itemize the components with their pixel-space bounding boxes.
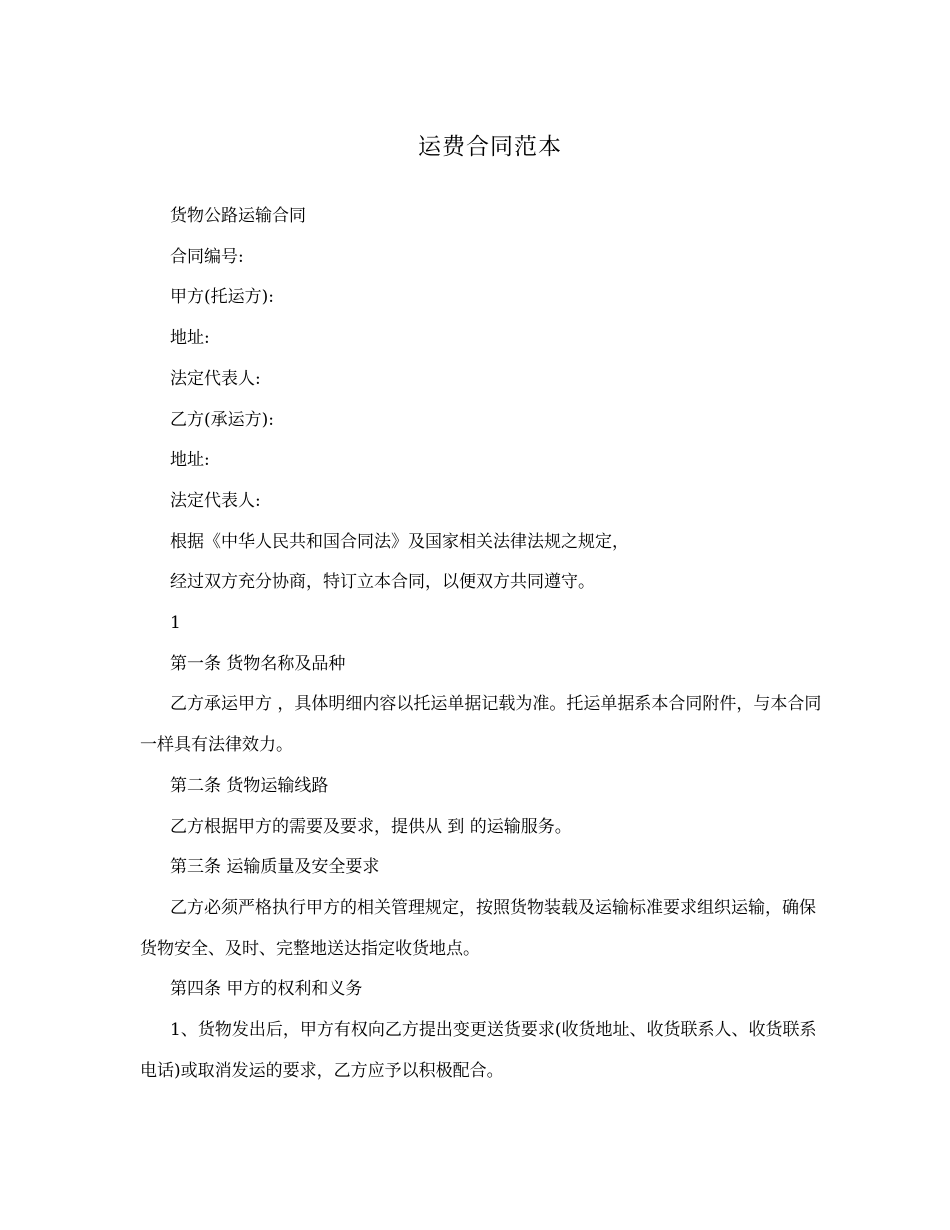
- paragraph-party-a-representative: 法定代表人:: [170, 368, 261, 389]
- article-3-body: 乙方必须严格执行甲方的相关管理规定，按照货物装载及运输标准要求组织运输，确保货物安全、及时、完整地送达指定收货地点。: [140, 897, 816, 959]
- paragraph-page-number: 1: [170, 613, 181, 634]
- paragraph-party-b: 乙方(承运方):: [170, 409, 274, 430]
- article-2-heading: 第二条 货物运输线路: [170, 775, 329, 796]
- paragraph-party-b-representative: 法定代表人:: [170, 490, 261, 511]
- article-4-heading: 第四条 甲方的权利和义务: [170, 979, 363, 1000]
- paragraph-party-a: 甲方(托运方):: [170, 287, 274, 308]
- paragraph-contract-name: 货物公路运输合同: [170, 206, 306, 226]
- document-title: 运费合同范本: [418, 134, 562, 160]
- article-1-heading: 第一条 货物名称及品种: [170, 653, 346, 674]
- article-4-item-1: 1、货物发出后，甲方有权向乙方提出变更送货要求(收货地址、收货联系人、收货联系电话)或取消发运的要求，乙方应予以积极配合。: [140, 1020, 817, 1081]
- paragraph-contract-number: 合同编号:: [170, 246, 244, 267]
- paragraph-party-a-address: 地址:: [170, 328, 210, 349]
- paragraph-agreement: 经过双方充分协商，特订立本合同，以便双方共同遵守。: [170, 572, 595, 593]
- paragraph-party-b-address: 地址:: [170, 450, 210, 471]
- article-1-body: 乙方承运甲方 ，具体明细内容以托运单据记载为准。托运单据系本合同附件，与本合同一样具有法律效力。: [140, 694, 822, 756]
- paragraph-legal-basis: 根据《中华人民共和国合同法》及国家相关法律法规之规定，: [170, 531, 629, 552]
- document-body: [140, 196, 825, 1091]
- article-3-heading: 第三条 运输质量及安全要求: [170, 857, 380, 878]
- article-2-body: 乙方根据甲方的需要及要求，提供从 到 的运输服务。: [170, 816, 572, 837]
